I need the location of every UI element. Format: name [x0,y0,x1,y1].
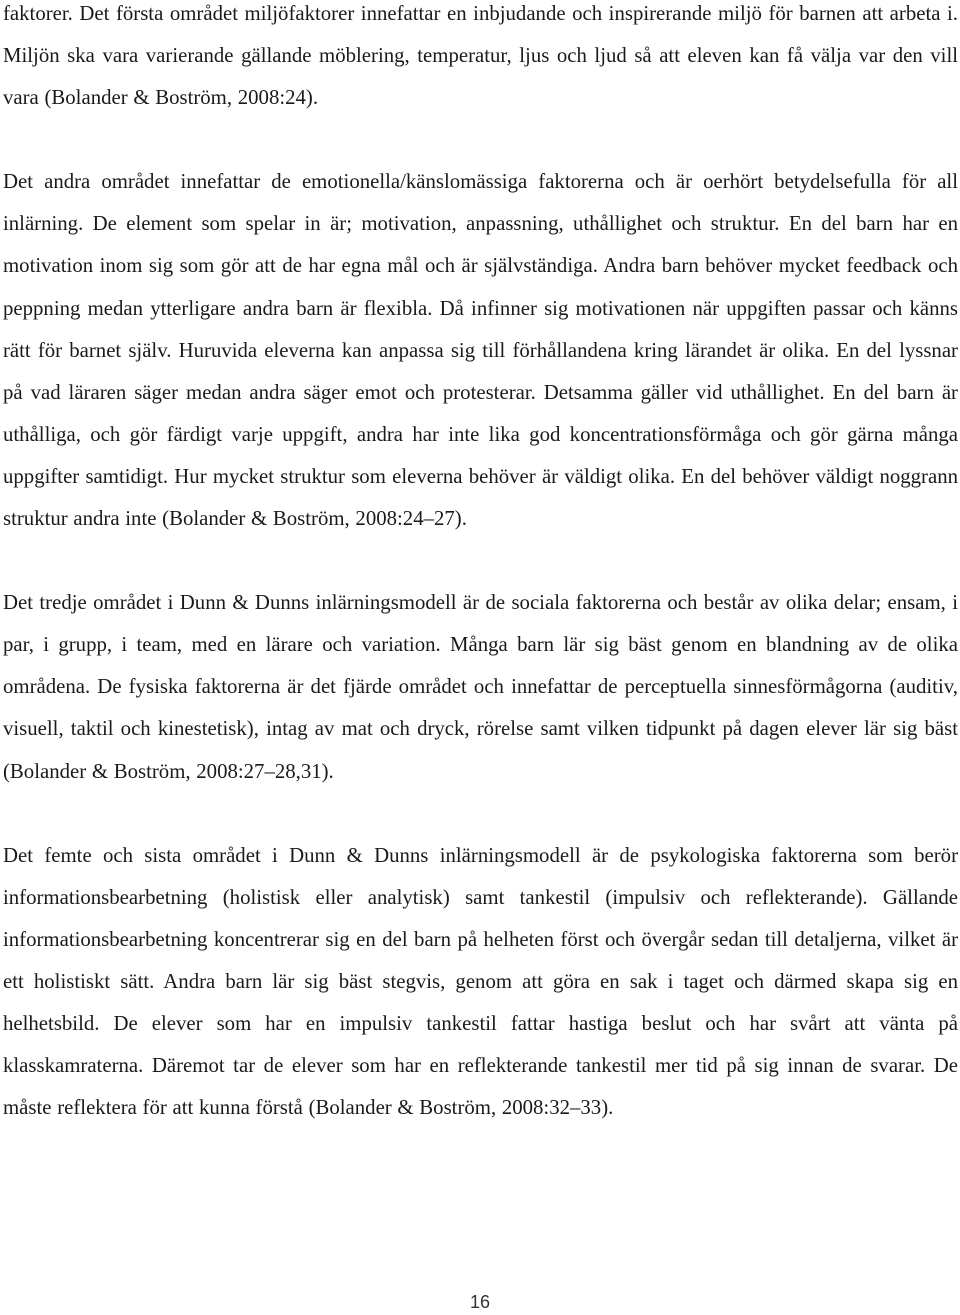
paragraph-miljofaktorer: faktorer. Det första området miljöfaktorer innefattar en inbjudande och inspirerande miljö för barnen att arbeta i. Miljön ska vara varierande gällande möblering, temperatur, ljus och ljud så att eleven kan få välja var den vill vara (Bolander & Boström, 2008:24). [3,2,958,110]
paragraph-psykologiska-faktorer: Det femte och sista området i Dunn & Dunns inlärningsmodell är de psykologiska faktorerna som berör informationsbearbetning (holistisk eller analytisk) samt tankestil (impulsiv och reflekterande). Gällande informationsbearbetning koncentrerar sig en del barn på helheten först och övergår sedan till detaljerna, vilket är ett holistiskt sätt. Andra barn lär sig bäst stegvis, genom att göra en sak i taget och därmed skapa sig en helhetsbild. De elever som har en impulsiv tankestil fattar hastiga beslut och har svårt att vänta på klasskamraterna. Däremot tar de elever som har en reflekterande tankestil mer tid på sig innan de svarar. De måste reflektera för att kunna förstå (Bolander & Boström, 2008:32–33). [3,843,958,1120]
paragraph-sociala-fysiska-faktorer: Det tredje området i Dunn & Dunns inlärningsmodell är de sociala faktorerna och består av olika delar; ensam, i par, i grupp, i team, med en lärare och variation. Många barn lär sig bäst genom en blandning av de olika områdena. De fysiska faktorerna är det fjärde området och innefattar de perceptuella sinnesförmågorna (auditiv, visuell, taktil och kinestetisk), intag av mat och dryck, rörelse samt vilken tidpunkt på dagen elever lär sig bäst (Bolander & Boström, 2008:27–28,31). [3,591,958,783]
document-page [3,0,958,1129]
paragraph-emotionella-faktorer: Det andra området innefattar de emotionella/känslomässiga faktorerna och är oerhört betydelsefulla för all inlärning. De element som spelar in är; motivation, anpassning, uthållighet och struktur. En del barn har en motivation inom sig som gör att de har egna mål och är självständiga. Andra barn behöver mycket feedback och peppning medan ytterligare andra barn är flexibla. Då infinner sig motivationen när uppgiften passar och känns rätt för barnet själv. Huruvida eleverna kan anpassa sig till förhållandena kring lärandet är olika. En del lyssnar på vad läraren säger medan andra säger emot och protesterar. Detsamma gäller vid uthållighet. En del barn är uthålliga, och gör färdigt varje uppgift, andra har inte lika god koncentrationsförmåga och gör gärna många uppgifter samtidigt. Hur mycket struktur som eleverna behöver är väldigt olika. En del behöver väldigt noggrann struktur andra inte (Bolander & Boström, 2008:24–27). [3,170,958,531]
page-number: 16 [469,1292,491,1312]
